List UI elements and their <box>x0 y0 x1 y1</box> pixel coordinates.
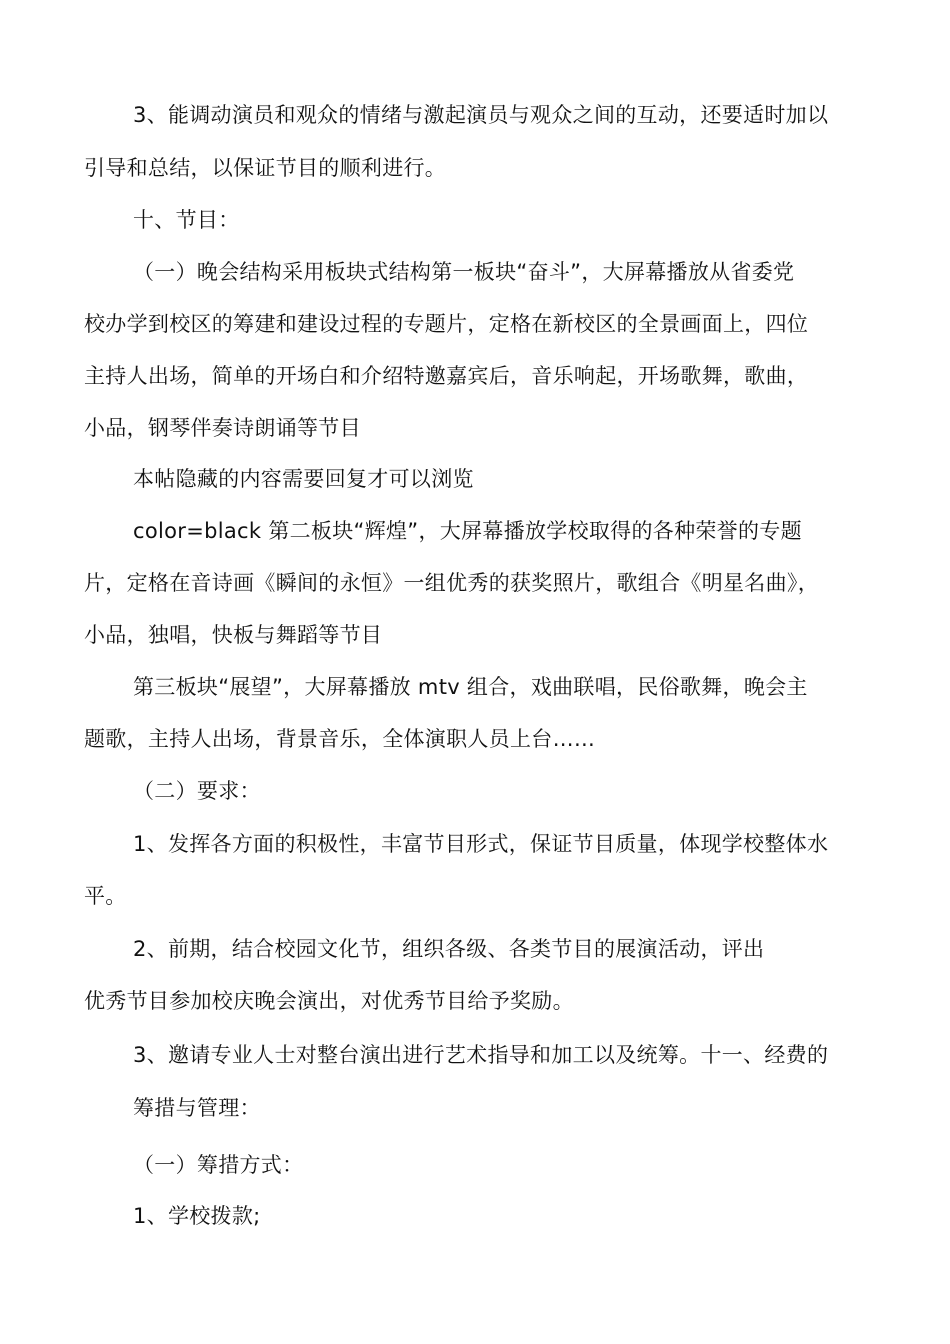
paragraph-line: 小品，钢琴伴奏诗朗诵等节目 <box>84 416 361 440</box>
paragraph-line: 3、能调动演员和观众的情绪与激起演员与观众之间的互动，还要适时加以 <box>133 103 829 127</box>
paragraph-line: 优秀节目参加校庆晚会演出，对优秀节目给予奖励。 <box>84 989 574 1013</box>
paragraph-line: 2、前期，结合校园文化节，组织各级、各类节目的展演活动，评出 <box>133 937 765 961</box>
paragraph-line: 校办学到校区的筹建和建设过程的专题片，定格在新校区的全景画面上，四位 <box>84 312 809 336</box>
paragraph-line: color=black 第二板块“辉煌”，大屏幕播放学校取得的各种荣誉的专题 <box>133 519 802 543</box>
paragraph-line: 筹措与管理： <box>133 1096 261 1120</box>
paragraph-line: 第三板块“展望”，大屏幕播放 mtv 组合，戏曲联唱，民俗歌舞，晚会主 <box>133 675 808 699</box>
paragraph-line: 3、邀请专业人士对整台演出进行艺术指导和加工以及统筹。十一、经费的 <box>133 1043 829 1067</box>
section-heading: 十、节目： <box>133 208 240 232</box>
paragraph-line: （一）晚会结构采用板块式结构第一板块“奋斗”，大屏幕播放从省委党 <box>133 260 795 284</box>
paragraph-line: 题歌，主持人出场，背景音乐，全体演职人员上台…… <box>84 727 596 751</box>
section-heading: （二）要求： <box>133 779 261 803</box>
paragraph-line: 主持人出场，简单的开场白和介绍特邀嘉宾后，音乐响起，开场歌舞，歌曲， <box>84 364 809 388</box>
paragraph-line: 小品，独唱，快板与舞蹈等节目 <box>84 623 383 647</box>
paragraph-line: 本帖隐藏的内容需要回复才可以浏览 <box>133 467 474 491</box>
paragraph-line: 平。 <box>84 884 127 908</box>
paragraph-line: 引导和总结，以保证节目的顺利进行。 <box>84 156 447 180</box>
section-heading: （一）筹措方式： <box>133 1153 304 1177</box>
paragraph-line: 片，定格在音诗画《瞬间的永恒》一组优秀的获奖照片，歌组合《明星名曲》， <box>84 571 819 595</box>
paragraph-line: 1、发挥各方面的积极性，丰富节目形式，保证节目质量，体现学校整体水 <box>133 832 829 856</box>
paragraph-line: 1、学校拨款; <box>133 1204 261 1228</box>
